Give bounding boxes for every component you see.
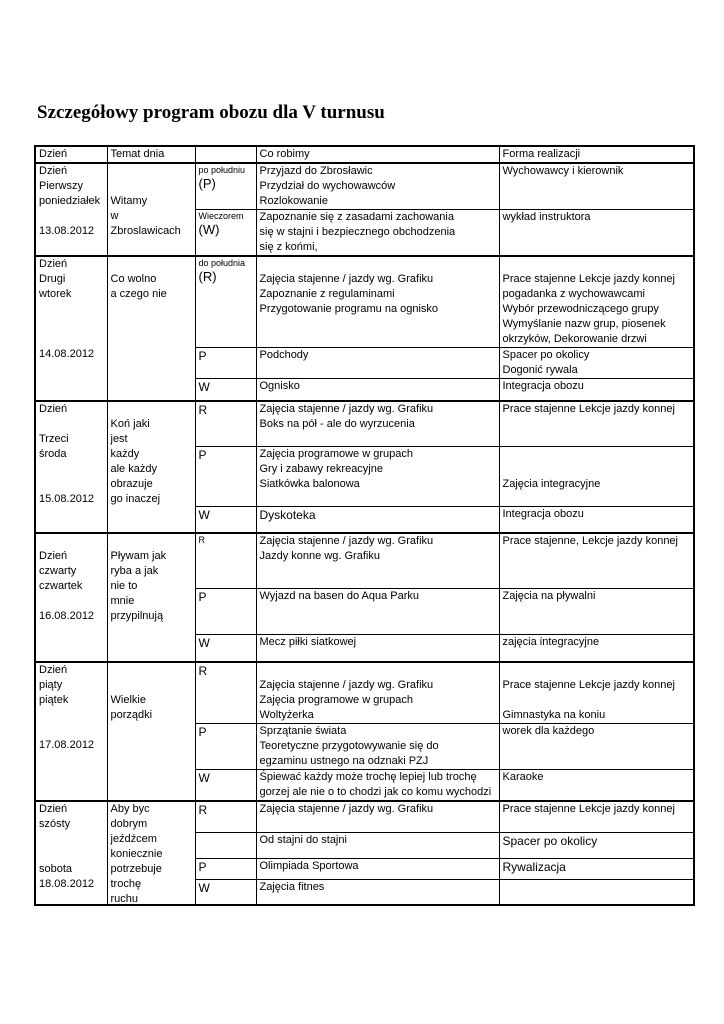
time-label-cell bbox=[195, 879, 256, 905]
text-line bbox=[503, 447, 691, 462]
time-label-cell bbox=[195, 210, 256, 257]
text-line: Zajęcia programowe w grupach bbox=[259, 693, 413, 706]
block-label: P bbox=[198, 590, 207, 604]
text-line: Przydział do wychowawców bbox=[259, 180, 396, 192]
text-line: 16.08.2012 bbox=[39, 609, 95, 622]
form-cell bbox=[499, 770, 694, 802]
schedule-row bbox=[35, 770, 694, 802]
schedule-row bbox=[35, 724, 694, 770]
text-line: Zajęcia integracyjne bbox=[502, 478, 601, 490]
time-label-cell bbox=[195, 801, 256, 832]
text-line: Co wolno bbox=[110, 273, 157, 285]
text-line: Spacer po okolicy bbox=[502, 349, 590, 361]
text-line: Mecz piłki siatkowej bbox=[259, 636, 357, 648]
text-line: Dyskoteka bbox=[259, 508, 316, 522]
text-line bbox=[503, 880, 691, 895]
time-label-cell bbox=[195, 379, 256, 401]
header-form: Forma realizacji bbox=[499, 146, 694, 163]
text-line: nie to bbox=[110, 579, 138, 592]
activities-cell bbox=[256, 589, 499, 635]
text-line: Dzień bbox=[39, 165, 68, 177]
day-cell bbox=[35, 635, 107, 662]
text-line: Sprzątanie świata bbox=[259, 725, 347, 737]
text-line: Zajęcia na pływalni bbox=[502, 590, 596, 602]
block-label: R bbox=[198, 402, 208, 417]
text-line: Dogonić rywala bbox=[502, 364, 578, 376]
time-label-cell bbox=[195, 858, 256, 879]
text-line: Zajęcia stajenne / jazdy wg. Grafiku bbox=[259, 534, 434, 547]
text-line: Trzeci bbox=[39, 432, 69, 445]
text-line: Śpiewać każdy może trochę lepiej lub trochę bbox=[259, 771, 477, 783]
text-line: trochę bbox=[110, 878, 142, 890]
schedule-row bbox=[35, 401, 694, 447]
time-label-cell bbox=[195, 770, 256, 802]
text-line: jest bbox=[110, 432, 128, 445]
topic-cell bbox=[107, 801, 195, 905]
text-line: Zajęcia stajenne / jazdy wg. Grafiku bbox=[259, 678, 434, 691]
text-line bbox=[39, 317, 94, 332]
form-cell bbox=[499, 858, 694, 879]
activities-cell bbox=[256, 401, 499, 447]
block-label: P bbox=[198, 859, 207, 874]
schedule-table bbox=[34, 145, 695, 906]
block-label: W bbox=[198, 636, 210, 650]
text-line: się w stajni i bezpiecznego obchodzenia bbox=[259, 226, 456, 238]
topic-cell bbox=[107, 348, 195, 379]
text-line: potrzebuje bbox=[110, 863, 162, 875]
form-cell bbox=[499, 662, 694, 724]
text-line: każdy bbox=[110, 447, 140, 460]
text-line: Drugi bbox=[39, 273, 66, 285]
text-line: Siatkówka balonowa bbox=[259, 478, 360, 490]
activities-cell bbox=[256, 662, 499, 724]
day-cell bbox=[35, 662, 107, 751]
day-cell bbox=[35, 770, 107, 802]
text-line: Koń jaki bbox=[110, 417, 150, 430]
form-cell bbox=[499, 635, 694, 662]
text-line: pogadanka z wychowawcami bbox=[502, 288, 645, 300]
time-label-cell bbox=[195, 256, 256, 348]
activities-cell bbox=[256, 210, 499, 257]
activities-cell bbox=[256, 447, 499, 507]
form-cell bbox=[499, 379, 694, 401]
text-line bbox=[111, 164, 181, 179]
text-line: Karaoke bbox=[502, 771, 544, 783]
time-label-cell bbox=[195, 507, 256, 533]
text-line: Jazdy konne wg. Grafiku bbox=[259, 549, 380, 562]
time-of-day-label: po południu bbox=[198, 165, 246, 175]
text-line bbox=[503, 462, 691, 477]
text-line bbox=[260, 663, 496, 678]
time-label-cell bbox=[195, 589, 256, 635]
text-line: piąty bbox=[39, 678, 63, 691]
text-line: Woltyżerka bbox=[259, 708, 314, 721]
activities-cell bbox=[256, 724, 499, 770]
time-label-cell bbox=[195, 724, 256, 770]
text-line: Zajęcia fitnes bbox=[259, 880, 325, 893]
form-cell bbox=[499, 832, 694, 858]
text-line: Przyjazd do Zbrosławic bbox=[259, 165, 373, 177]
activities-cell bbox=[256, 256, 499, 348]
day-cell bbox=[35, 379, 107, 401]
time-label-cell bbox=[195, 533, 256, 589]
text-line: Zbroslawicach bbox=[110, 225, 181, 237]
text-line: Wielkie bbox=[110, 693, 146, 706]
header-time bbox=[195, 146, 256, 163]
text-line: Gimnastyka na koniu bbox=[502, 708, 606, 721]
day-cell bbox=[35, 256, 107, 360]
block-label: P bbox=[198, 349, 207, 363]
topic-cell bbox=[107, 635, 195, 662]
form-cell bbox=[499, 724, 694, 770]
header-topic: Temat dnia bbox=[107, 146, 195, 163]
text-line: Zajęcia stajenne / jazdy wg. Grafiku bbox=[259, 803, 434, 815]
activities-cell bbox=[256, 533, 499, 589]
text-line: ryba a jak bbox=[110, 564, 159, 577]
text-line bbox=[39, 332, 94, 347]
topic-cell bbox=[107, 379, 195, 401]
block-label: W bbox=[198, 380, 210, 394]
text-line: 15.08.2012 bbox=[39, 492, 95, 505]
block-label: P bbox=[198, 448, 207, 462]
text-line: porządki bbox=[110, 708, 153, 721]
schedule-row bbox=[35, 662, 694, 724]
text-line: sobota bbox=[39, 863, 73, 875]
block-label: P bbox=[198, 725, 207, 739]
text-line bbox=[111, 534, 167, 549]
text-line bbox=[39, 708, 94, 723]
text-line bbox=[39, 417, 94, 432]
text-line: Integracja obozu bbox=[502, 508, 584, 520]
block-label: (R) bbox=[198, 269, 217, 284]
text-line: koniecznie bbox=[110, 848, 163, 860]
text-line: Olimpiada Sportowa bbox=[259, 859, 359, 872]
text-line: go inaczej bbox=[110, 492, 161, 505]
topic-cell bbox=[107, 533, 195, 622]
day-cell bbox=[35, 401, 107, 505]
topic-cell bbox=[107, 507, 195, 533]
text-line: czwarty bbox=[39, 564, 77, 577]
schedule-row bbox=[35, 635, 694, 662]
block-label: (W) bbox=[198, 222, 220, 237]
header-activities: Co robimy bbox=[256, 146, 499, 163]
text-line: Boks na pół - ale do wyrzucenia bbox=[259, 417, 415, 430]
text-line: wtorek bbox=[39, 288, 72, 300]
text-line: Integracja obozu bbox=[502, 380, 584, 392]
text-line bbox=[111, 402, 161, 417]
schedule-row bbox=[35, 348, 694, 379]
day-cell bbox=[35, 533, 107, 622]
activities-cell bbox=[256, 379, 499, 401]
form-cell bbox=[499, 348, 694, 379]
text-line: Rywalizacja bbox=[502, 859, 566, 874]
text-line: dobrym bbox=[110, 818, 148, 830]
text-line: Aby byc bbox=[110, 803, 150, 815]
text-line: Gry i zabawy rekreacyjne bbox=[259, 463, 383, 475]
time-label-cell bbox=[195, 832, 256, 858]
text-line bbox=[111, 663, 153, 678]
text-line bbox=[503, 693, 691, 708]
text-line: poniedziałek bbox=[39, 195, 101, 207]
text-line bbox=[503, 663, 691, 678]
text-line: wykład instruktora bbox=[502, 211, 591, 223]
header-row bbox=[35, 146, 694, 163]
time-of-day-label: do południa bbox=[198, 258, 246, 268]
form-cell bbox=[499, 589, 694, 635]
text-line: środa bbox=[39, 447, 67, 460]
activities-cell bbox=[256, 163, 499, 210]
text-line bbox=[111, 179, 181, 194]
schedule-row bbox=[35, 533, 694, 589]
text-line: Przygotowanie programu na ognisko bbox=[259, 303, 439, 315]
text-line bbox=[39, 832, 94, 847]
header-day: Dzień bbox=[35, 146, 107, 163]
text-line bbox=[39, 723, 94, 738]
activities-cell bbox=[256, 507, 499, 533]
text-line bbox=[260, 257, 496, 272]
text-line: Pierwszy bbox=[39, 180, 84, 192]
text-line: obrazuje bbox=[110, 477, 153, 490]
text-line: szósty bbox=[39, 818, 71, 830]
text-line: przypilnują bbox=[110, 609, 164, 622]
text-line: Zapoznanie się z zasadami zachowania bbox=[259, 211, 454, 223]
text-line: okrzyków, Dekorowanie drzwi bbox=[502, 333, 647, 345]
text-line: Teoretyczne przygotowywanie się do bbox=[259, 740, 439, 752]
text-line: piątek bbox=[39, 693, 69, 706]
time-label-cell bbox=[195, 635, 256, 662]
text-line: 13.08.2012 bbox=[39, 225, 95, 237]
text-line: gorzej ale nie o to chodzi jak co komu wychodzi bbox=[259, 786, 492, 798]
text-line: Podchody bbox=[259, 349, 309, 361]
text-line bbox=[39, 477, 94, 492]
text-line: Prace stajenne Lekcje jazdy konnej bbox=[502, 678, 675, 691]
text-line: a czego nie bbox=[110, 288, 167, 300]
text-line: egzaminu ustnego na odznaki PZJ bbox=[259, 755, 429, 767]
text-line bbox=[39, 594, 94, 609]
text-line: Zajęcia stajenne / jazdy wg. Grafiku bbox=[259, 273, 434, 285]
text-line: Zajęcia programowe w grupach bbox=[259, 448, 413, 460]
topic-cell bbox=[107, 770, 195, 802]
text-line bbox=[39, 302, 94, 317]
text-line: Dzień bbox=[39, 549, 68, 562]
form-cell bbox=[499, 879, 694, 905]
form-cell bbox=[499, 533, 694, 589]
text-line bbox=[503, 257, 691, 272]
text-line: Wymyślanie nazw grup, piosenek bbox=[502, 318, 666, 330]
form-cell bbox=[499, 401, 694, 447]
text-line: Dzień bbox=[39, 803, 68, 815]
time-label-cell bbox=[195, 163, 256, 210]
topic-cell bbox=[107, 662, 195, 724]
text-line: się z końmi, bbox=[259, 241, 318, 253]
text-line: Prace stajenne Lekcje jazdy konnej bbox=[502, 273, 675, 285]
text-line: Spacer po okolicy bbox=[502, 833, 598, 848]
text-line bbox=[39, 462, 94, 477]
time-label-cell bbox=[195, 401, 256, 447]
block-label: W bbox=[198, 508, 210, 522]
form-cell bbox=[499, 256, 694, 348]
activities-cell bbox=[256, 858, 499, 879]
form-cell bbox=[499, 163, 694, 210]
activities-cell bbox=[256, 832, 499, 858]
text-line bbox=[39, 847, 94, 862]
text-line: worek dla każdego bbox=[502, 725, 595, 737]
form-cell bbox=[499, 447, 694, 507]
text-line: Wybór przewodniczącego grupy bbox=[502, 303, 659, 315]
text-line: Wychowawcy i kierownik bbox=[502, 165, 624, 177]
text-line: Zapoznanie z regulaminami bbox=[259, 288, 395, 300]
topic-cell bbox=[107, 401, 195, 505]
block-label: (P) bbox=[198, 176, 216, 191]
schedule-row bbox=[35, 379, 694, 401]
text-line: Dzień bbox=[39, 258, 68, 270]
text-line: 17.08.2012 bbox=[39, 738, 95, 751]
schedule-row bbox=[35, 801, 694, 832]
text-line: Dzień bbox=[39, 663, 68, 676]
text-line: Od stajni do stajni bbox=[259, 833, 347, 846]
form-cell bbox=[499, 210, 694, 257]
text-line: Prace stajenne Lekcje jazdy konnej bbox=[502, 402, 675, 415]
text-line bbox=[39, 534, 94, 549]
text-line: Prace stajenne, Lekcje jazdy konnej bbox=[502, 534, 678, 547]
topic-cell bbox=[107, 163, 195, 237]
topic-cell bbox=[107, 724, 195, 770]
day-cell bbox=[35, 507, 107, 533]
block-label bbox=[199, 833, 253, 849]
activities-cell bbox=[256, 879, 499, 905]
block-label: R bbox=[198, 803, 208, 817]
form-cell bbox=[499, 507, 694, 533]
text-line: Rozlokowanie bbox=[259, 195, 328, 207]
activities-cell bbox=[256, 801, 499, 832]
text-line: ruchu bbox=[110, 893, 139, 905]
text-line: ale każdy bbox=[110, 462, 157, 475]
text-line: czwartek bbox=[39, 579, 83, 592]
text-line: zajęcia integracyjne bbox=[502, 636, 600, 648]
text-line: Witamy bbox=[110, 195, 148, 207]
text-line bbox=[39, 209, 100, 224]
day-cell bbox=[35, 163, 107, 237]
topic-cell bbox=[107, 256, 195, 348]
text-line bbox=[111, 257, 167, 272]
day-cell bbox=[35, 801, 107, 890]
schedule-row bbox=[35, 507, 694, 533]
text-line: 18.08.2012 bbox=[39, 878, 95, 890]
schedule-row bbox=[35, 163, 694, 210]
time-label-cell bbox=[195, 662, 256, 724]
text-line: mnie bbox=[110, 594, 135, 607]
time-of-day-label: Wieczorem bbox=[198, 211, 244, 221]
activities-cell bbox=[256, 348, 499, 379]
time-label-cell bbox=[195, 447, 256, 507]
activities-cell bbox=[256, 770, 499, 802]
text-line: Prace stajenne Lekcje jazdy konnej bbox=[502, 803, 675, 815]
text-line: Ognisko bbox=[259, 380, 300, 392]
text-line: 14.08.2012 bbox=[39, 348, 95, 360]
text-line: Pływam jak bbox=[110, 549, 167, 562]
form-cell bbox=[499, 801, 694, 832]
page-title: Szczegółowy program obozu dla V turnusu bbox=[37, 102, 385, 123]
activities-cell bbox=[256, 635, 499, 662]
block-label: R bbox=[198, 663, 208, 678]
time-label-cell bbox=[195, 348, 256, 379]
text-line: Wyjazd na basen do Aqua Parku bbox=[259, 590, 420, 602]
block-label: W bbox=[198, 880, 210, 895]
block-label: R bbox=[198, 534, 205, 545]
text-line bbox=[111, 678, 153, 693]
text-line: Dzień bbox=[39, 402, 68, 415]
text-line: Zajęcia stajenne / jazdy wg. Grafiku bbox=[259, 402, 434, 415]
schedule-row bbox=[35, 256, 694, 348]
block-label: W bbox=[198, 771, 210, 785]
text-line: jeźdźcem bbox=[110, 833, 157, 845]
text-line: w bbox=[110, 210, 119, 222]
